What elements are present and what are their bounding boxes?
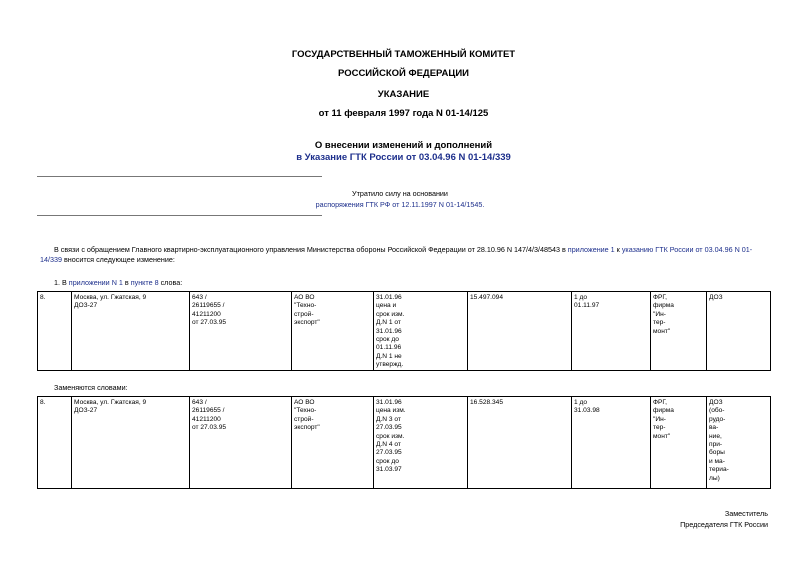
cell-line: Д.N 3 от: [376, 415, 401, 423]
document-title-link[interactable]: в Указание ГТК России от 03.04.96 N 01-14/339: [296, 152, 511, 163]
cell-line: 41211200: [192, 415, 221, 423]
cell-line: ДОЗ-27: [74, 302, 98, 310]
cell-line: "Ин-: [653, 415, 666, 423]
cell-line: Д.N 4 от: [376, 441, 401, 449]
cell-line: фирма: [653, 302, 674, 310]
cell-deadline: [572, 397, 651, 489]
cell-num: [38, 397, 72, 489]
document-date-number: от 11 февраля 1997 года N 01-14/125: [318, 108, 489, 119]
table-new-words: [37, 396, 771, 489]
cell-line: срок изм.: [376, 310, 405, 318]
cell-line: 1 до: [574, 294, 588, 301]
appendix-link[interactable]: приложение 1: [567, 245, 615, 254]
cell-line: строй-: [294, 310, 314, 318]
cell-line: (обо-: [709, 407, 725, 415]
cell-line: монт": [653, 432, 671, 440]
cell-deadline: [572, 292, 651, 371]
directive-link[interactable]: указанию ГТК России от 03.04.96 N 01-14/339: [40, 245, 753, 264]
intro-paragraph: [40, 245, 770, 265]
document-type: УКАЗАНИЕ: [377, 89, 430, 100]
cell-org: [292, 397, 374, 489]
intro-text-c: вносится следующее изменение:: [61, 255, 175, 264]
cell-line: Д.N 1 не: [376, 352, 402, 360]
appendix-n1-link[interactable]: приложении N 1: [68, 278, 123, 287]
cell-line: 31.03.98: [574, 407, 600, 415]
cell-line: цена изм.: [376, 407, 406, 415]
cell-address: [72, 397, 190, 489]
cell-line: 27.03.95: [376, 424, 402, 432]
cell-line: 26119655 /: [192, 407, 225, 415]
cell-line: АО ВО: [294, 399, 315, 406]
cell-line: 31.03.97: [376, 466, 402, 474]
cell-line: от 27.03.95: [192, 319, 227, 327]
cell-amount-text: 16.528.345: [470, 399, 504, 406]
cell-amount-text: 15.497.094: [470, 294, 504, 301]
cell-num-text: 8.: [40, 294, 46, 301]
table-row: [38, 292, 771, 371]
cell-org: [292, 292, 374, 371]
cell-goods: [707, 292, 771, 371]
cell-line: 01.11.97: [574, 302, 600, 310]
cell-line: ва-: [709, 424, 719, 432]
table-old-words: [37, 291, 771, 371]
cell-line: лы): [709, 474, 720, 482]
cell-num-text: 8.: [40, 399, 46, 406]
status-rule-top: [37, 176, 322, 177]
cell-line: "Техно-: [294, 302, 317, 310]
authority-country: РОССИЙСКОЙ ФЕДЕРАЦИИ: [337, 68, 469, 79]
cell-codes: [190, 397, 292, 489]
cell-line: АО ВО: [294, 294, 315, 301]
cell-line: от 27.03.95: [192, 424, 227, 432]
cell-codes: [190, 292, 292, 371]
item-paragraph: [54, 278, 182, 288]
cell-line: Москва, ул. Гжатская, 9: [74, 294, 147, 301]
cell-goods: [707, 397, 771, 489]
cell-line: ФРГ,: [653, 294, 668, 301]
signature-org: Председателя ГТК России: [680, 520, 768, 529]
cell-line: 31.01.96: [376, 327, 402, 335]
point-8-link[interactable]: пункте 8: [130, 278, 159, 287]
replace-label: Заменяются словами:: [54, 383, 128, 392]
cell-num: [38, 292, 72, 371]
item-text-b: в: [122, 278, 131, 287]
cell-line: рудо-: [709, 415, 726, 423]
cell-line: 27.03.95: [376, 449, 402, 457]
cell-line: 643 /: [192, 399, 207, 406]
cell-line: ФРГ,: [653, 399, 668, 406]
table-row: [38, 397, 771, 489]
cell-line: 31.01.96: [376, 399, 402, 406]
cell-line: 1 до: [574, 399, 588, 406]
cell-line: фирма: [653, 407, 674, 415]
cell-line: экспорт": [294, 319, 320, 327]
cell-amount: [468, 397, 572, 489]
status-rule-bottom: [37, 215, 322, 216]
cell-line: 31.01.96: [376, 294, 402, 301]
cell-line: срок изм.: [376, 432, 405, 440]
intro-text-b: к: [614, 245, 622, 254]
cell-line: Д.N 1 от: [376, 319, 401, 327]
cell-line: цена и: [376, 302, 397, 310]
cell-amount: [468, 292, 572, 371]
cell-line: ДОЗ-27: [74, 407, 98, 415]
cell-line: экспорт": [294, 424, 320, 432]
cell-line: 01.11.96: [376, 344, 402, 352]
cell-line: териа-: [709, 466, 729, 474]
cell-line: 643 /: [192, 294, 207, 301]
cell-line: срок до: [376, 336, 399, 344]
cell-line: "Техно-: [294, 407, 317, 415]
cell-address: [72, 292, 190, 371]
cell-line: ДОЗ: [709, 294, 723, 301]
item-text-c: слова:: [158, 278, 183, 287]
status-note-link[interactable]: распоряжения ГТК РФ от 12.11.1997 N 01-14/1545.: [315, 200, 485, 209]
status-note: Утратило силу на основании: [352, 189, 448, 198]
cell-line: 41211200: [192, 310, 221, 318]
cell-terms: [374, 292, 468, 371]
cell-line: 26119655 /: [192, 302, 225, 310]
authority-name: ГОСУДАРСТВЕННЫЙ ТАМОЖЕННЫЙ КОМИТЕТ: [291, 49, 516, 60]
cell-line: при-: [709, 441, 723, 449]
cell-line: боры: [709, 449, 725, 457]
cell-line: "Ин-: [653, 310, 666, 318]
cell-terms: [374, 397, 468, 489]
cell-line: ние,: [709, 432, 722, 440]
intro-text-a: В связи с обращением Главного квартирно-эксплуатационного управления Министерства обороны Российской Федерации от 28.10.96 N 147/4/3/48543 в: [54, 245, 568, 254]
item-text-a: 1. В: [54, 278, 69, 287]
cell-line: строй-: [294, 415, 314, 423]
cell-line: утвержд.: [376, 361, 404, 369]
cell-line: монт": [653, 327, 671, 335]
cell-line: тер-: [653, 424, 666, 432]
cell-line: и ма-: [709, 457, 725, 465]
cell-line: Москва, ул. Гжатская, 9: [74, 399, 147, 406]
signature-position: Заместитель: [724, 509, 768, 518]
document-title: О внесении изменений и дополнений: [314, 140, 493, 151]
cell-firm: [651, 292, 707, 371]
cell-line: тер-: [653, 319, 666, 327]
cell-line: ДОЗ: [709, 399, 723, 406]
cell-line: срок до: [376, 457, 399, 465]
cell-firm: [651, 397, 707, 489]
